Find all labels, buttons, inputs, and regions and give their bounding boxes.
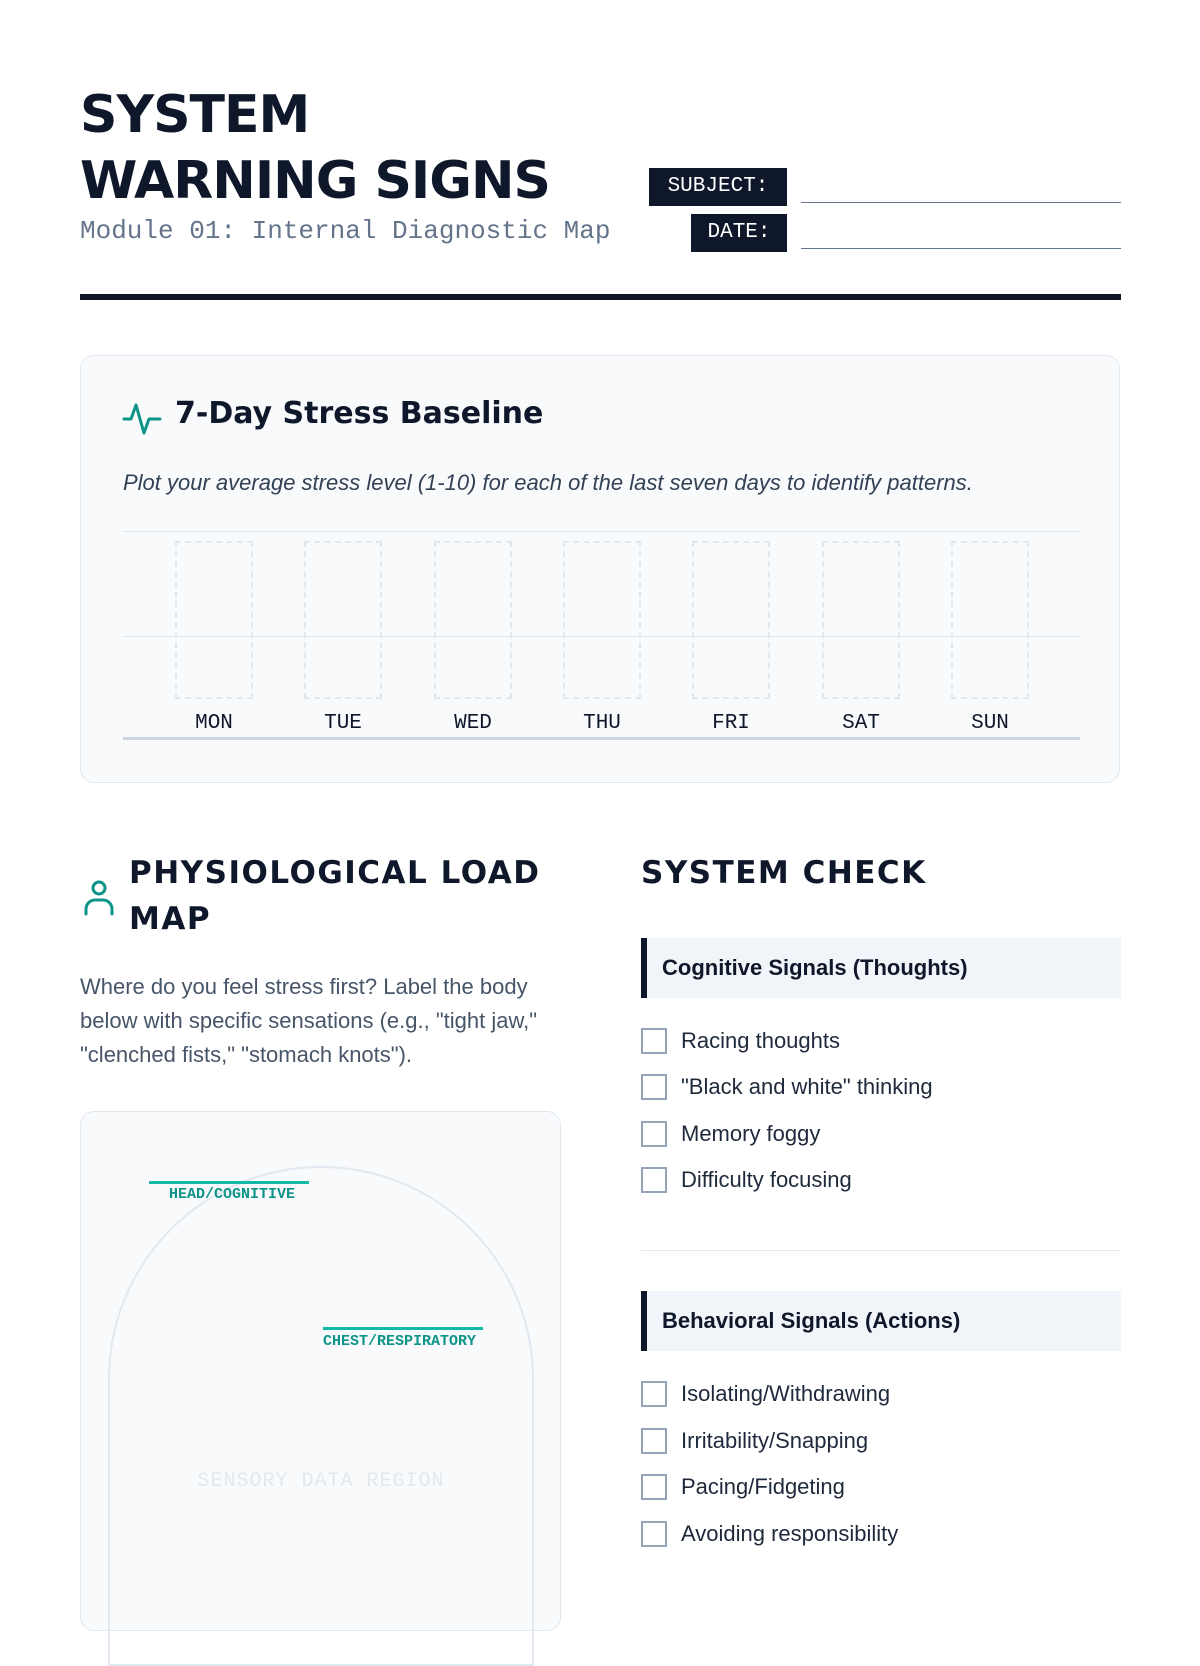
- activity-pulse-icon: [122, 399, 162, 439]
- date-label: DATE:: [691, 214, 787, 252]
- day-plot-box[interactable]: [951, 541, 1029, 699]
- module-subtitle: Module 01: Internal Diagnostic Map: [80, 216, 611, 246]
- title-line-2: WARNING SIGNS: [80, 151, 550, 211]
- day-label: SAT: [842, 712, 880, 735]
- sensory-region-label: SENSORY DATA REGION: [197, 1470, 445, 1493]
- day-plot-box[interactable]: [692, 541, 770, 699]
- body-outline: [108, 1166, 534, 1666]
- checkbox[interactable]: [641, 1521, 667, 1547]
- day-label: SUN: [971, 712, 1009, 735]
- head-zone-label: HEAD/COGNITIVE: [169, 1186, 296, 1203]
- day-plot-box[interactable]: [175, 541, 253, 699]
- day-label: THU: [583, 712, 621, 735]
- subject-label: SUBJECT:: [649, 168, 787, 206]
- day-plot-box[interactable]: [434, 541, 512, 699]
- checkbox[interactable]: [641, 1167, 667, 1193]
- checkbox[interactable]: [641, 1381, 667, 1407]
- day-label: MON: [195, 712, 233, 735]
- checkbox-item[interactable]: [641, 1026, 840, 1056]
- checkbox-item[interactable]: [641, 1472, 845, 1502]
- person-icon: [82, 880, 116, 916]
- chest-zone-marker: [323, 1327, 483, 1330]
- head-zone-marker: [149, 1181, 309, 1184]
- day-axis: [123, 737, 1080, 740]
- baseline-title: 7-Day Stress Baseline: [175, 396, 544, 431]
- checkbox-label: Difficulty focusing: [681, 1167, 852, 1192]
- group-divider: [641, 1250, 1121, 1251]
- day-label: TUE: [324, 712, 362, 735]
- checkbox-label: Avoiding responsibility: [681, 1521, 899, 1546]
- checkbox-label: Irritability/Snapping: [681, 1428, 869, 1453]
- checkbox[interactable]: [641, 1428, 667, 1454]
- day-plot-box[interactable]: [304, 541, 382, 699]
- checkbox[interactable]: [641, 1474, 667, 1500]
- checkbox-label: Isolating/Withdrawing: [681, 1381, 891, 1406]
- checkbox-label: Pacing/Fidgeting: [681, 1474, 845, 1499]
- page-title: [80, 82, 550, 214]
- checkbox-item[interactable]: [641, 1379, 890, 1409]
- checkbox[interactable]: [641, 1121, 667, 1147]
- day-plot-box[interactable]: [563, 541, 641, 699]
- physiological-map-description: Where do you feel stress first? Label the body below with specific sensations (e.g., "tight jaw," "clenched fists," "stomach knots").: [80, 974, 538, 1067]
- physiological-map-title: PHYSIOLOGICAL LOAD MAP: [129, 855, 541, 937]
- checkbox-item[interactable]: [641, 1519, 898, 1549]
- cognitive-group-header: Cognitive Signals (Thoughts): [641, 938, 1121, 998]
- checkbox-item[interactable]: [641, 1072, 933, 1102]
- behavioral-group-header: Behavioral Signals (Actions): [641, 1291, 1121, 1351]
- subject-field[interactable]: [801, 202, 1121, 203]
- date-field[interactable]: [801, 248, 1121, 249]
- day-label: WED: [454, 712, 492, 735]
- checkbox-label: Memory foggy: [681, 1121, 821, 1146]
- baseline-description: Plot your average stress level (1-10) for each of the last seven days to identify patterns.: [123, 470, 973, 495]
- day-label: FRI: [712, 712, 750, 735]
- checkbox-label: "Black and white" thinking: [681, 1074, 933, 1099]
- checkbox-item[interactable]: [641, 1165, 852, 1195]
- system-check-title: SYSTEM CHECK: [641, 855, 927, 891]
- checkbox[interactable]: [641, 1074, 667, 1100]
- checkbox-item[interactable]: [641, 1426, 868, 1456]
- chest-zone-label: CHEST/RESPIRATORY: [323, 1333, 477, 1350]
- title-line-1: SYSTEM: [80, 85, 310, 145]
- day-plot-box[interactable]: [822, 541, 900, 699]
- header-divider: [80, 294, 1121, 300]
- checkbox-label: Racing thoughts: [681, 1028, 840, 1053]
- checkbox[interactable]: [641, 1028, 667, 1054]
- grid-line-top: [123, 531, 1080, 532]
- checkbox-item[interactable]: [641, 1119, 820, 1149]
